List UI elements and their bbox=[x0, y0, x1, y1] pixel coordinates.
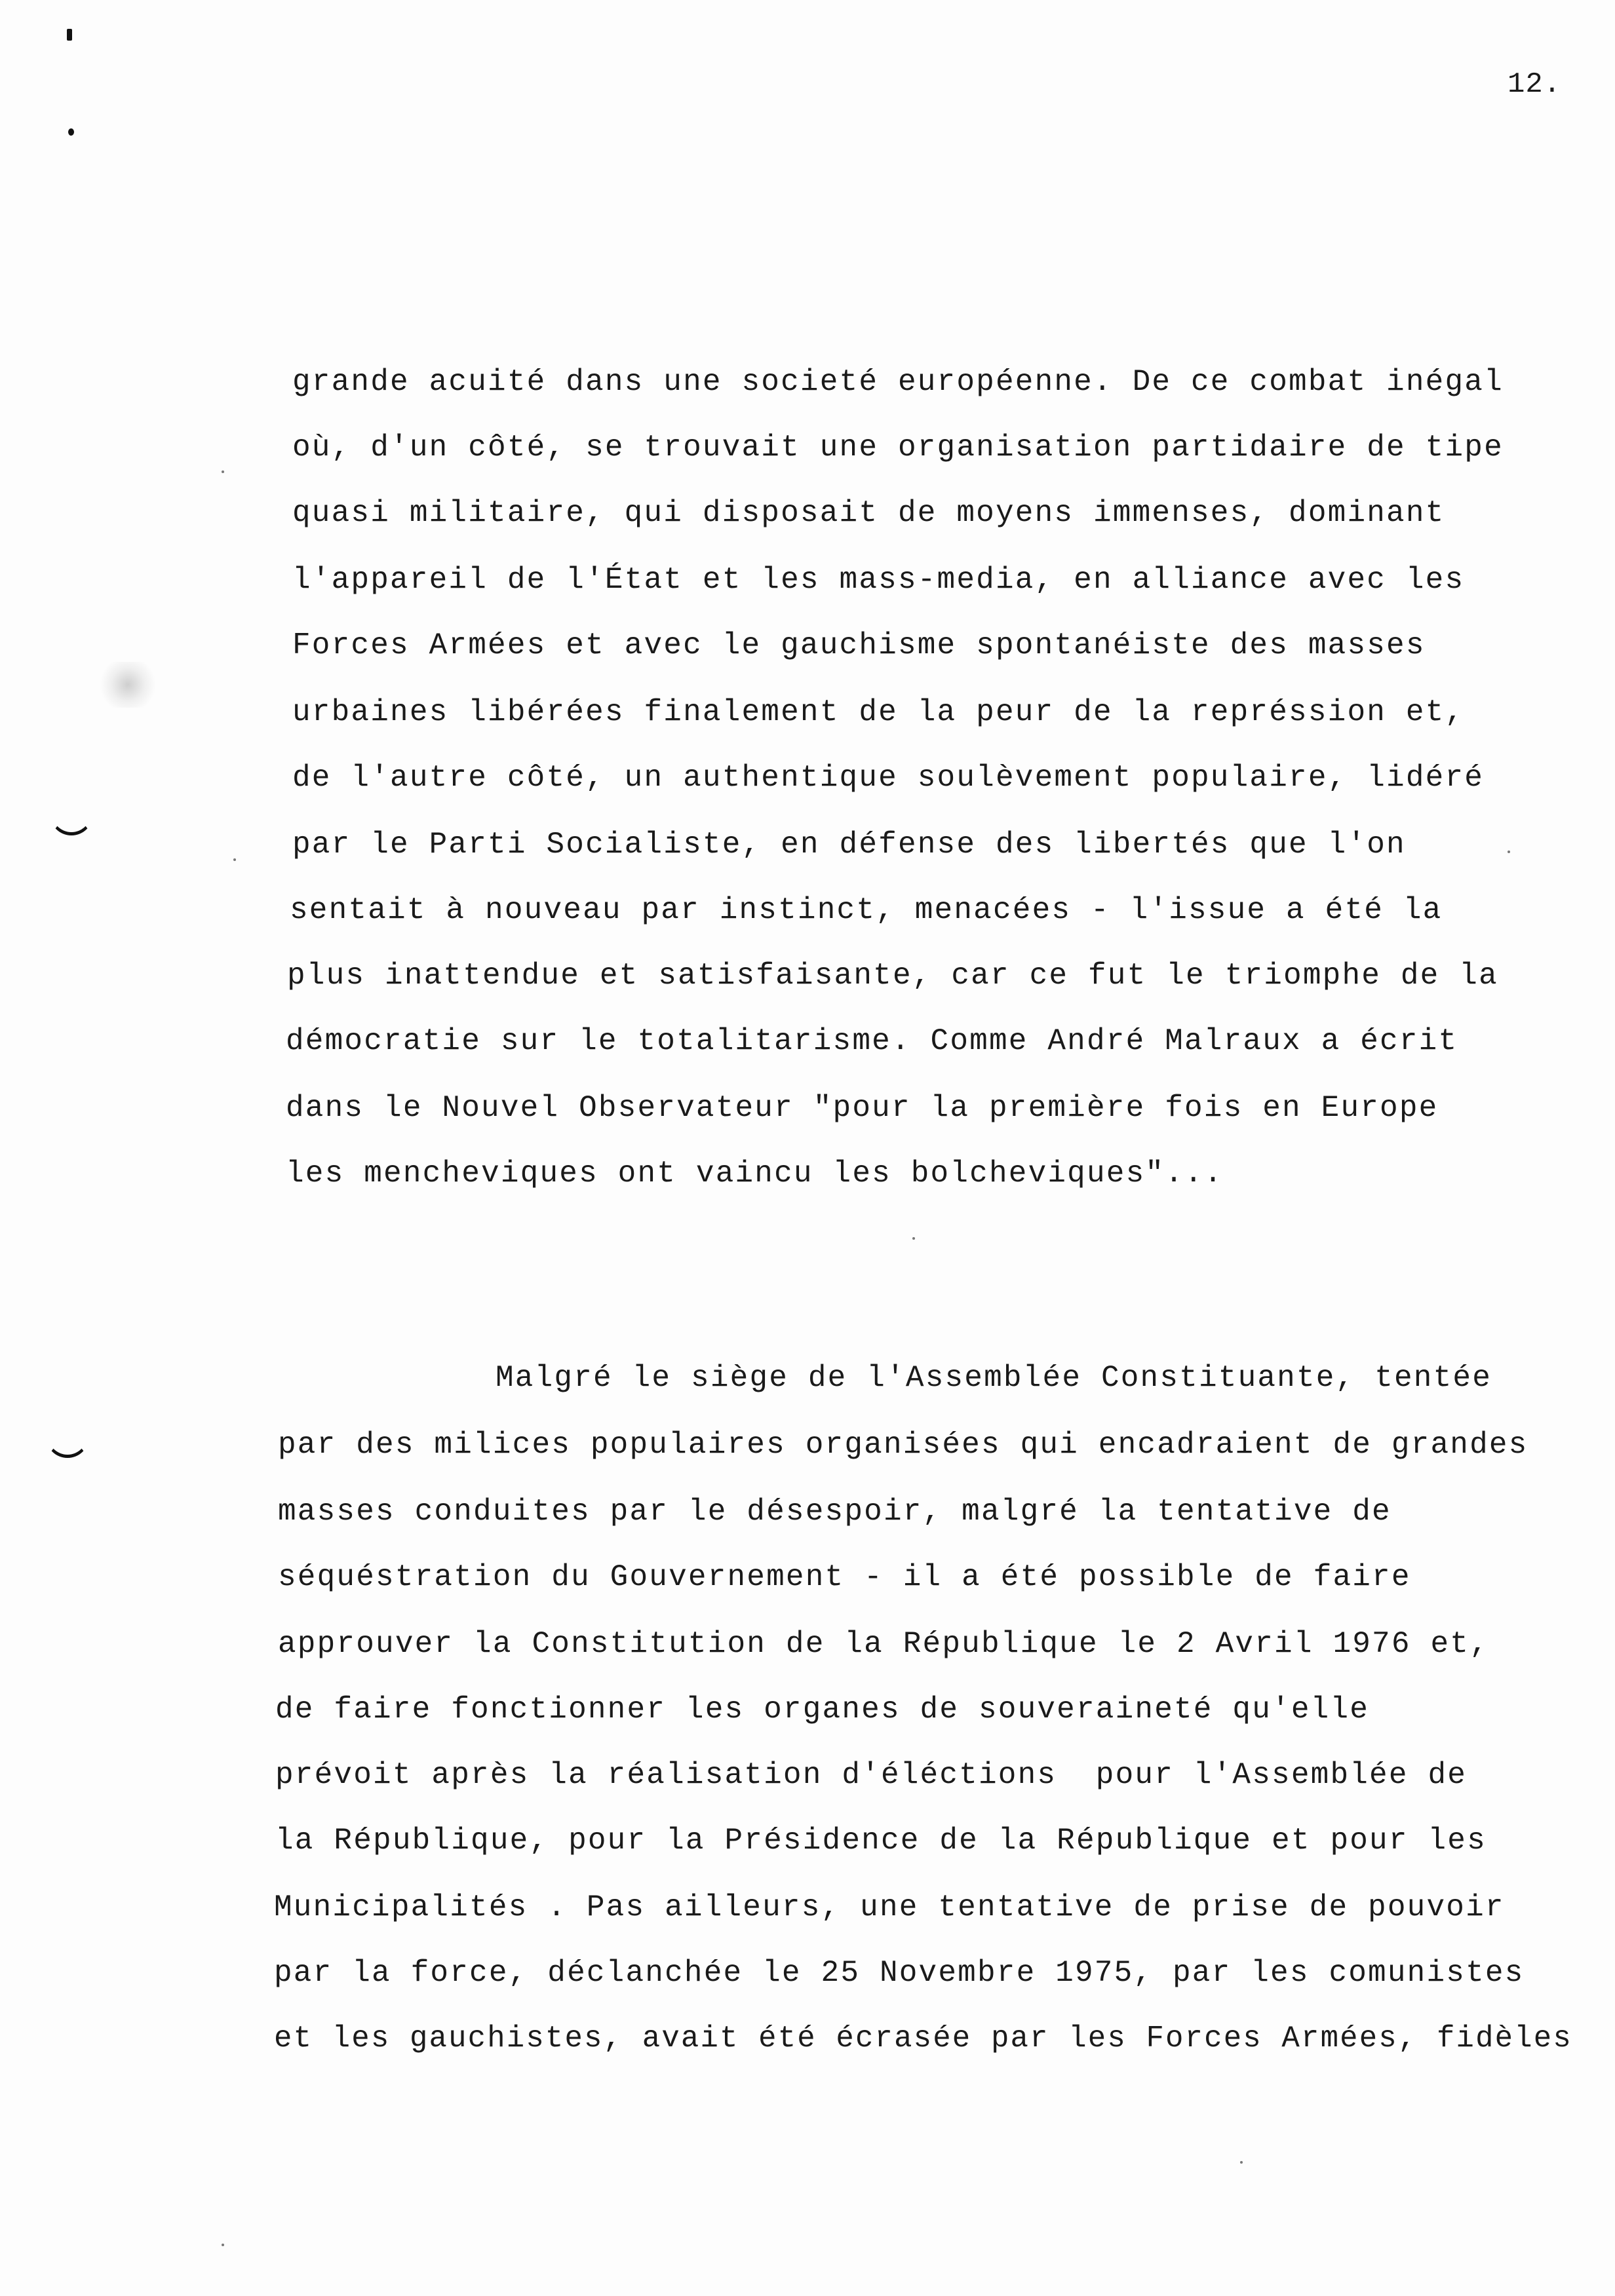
text-line: par le Parti Socialiste, en défense des libertés que l'on bbox=[292, 828, 1406, 862]
text-line: Malgré le siège de l'Assemblée Constituante, tentée bbox=[496, 1361, 1492, 1395]
speck bbox=[233, 858, 236, 861]
text-line: prévoit après la réalisation d'éléctions pour l'Assemblée de bbox=[275, 1758, 1468, 1792]
binder-hole-mark-upper bbox=[50, 810, 93, 835]
speck bbox=[1240, 2161, 1243, 2164]
text-line: et les gauchistes, avait été écrasée par les Forces Armées, fidèles bbox=[274, 2021, 1572, 2056]
scan-smudge bbox=[98, 662, 157, 708]
text-line: quasi militaire, qui disposait de moyens immenses, dominant bbox=[292, 496, 1445, 530]
speck bbox=[222, 2244, 224, 2246]
text-line: de l'autre côté, un authentique soulèvement populaire, lidéré bbox=[292, 761, 1485, 795]
binder-hole-mark-lower bbox=[46, 1432, 89, 1458]
speck bbox=[912, 1237, 915, 1240]
text-line: de faire fonctionner les organes de souveraineté qu'elle bbox=[275, 1693, 1370, 1727]
text-line: masses conduites par le désespoir, malgré la tentative de bbox=[278, 1495, 1391, 1529]
text-line: plus inattendue et satisfaisante, car ce fut le triomphe de la bbox=[287, 959, 1498, 993]
page-number: 12. bbox=[1508, 68, 1562, 101]
text-line: par des milices populaires organisées qui encadraient de grandes bbox=[278, 1428, 1528, 1462]
text-line: l'appareil de l'État et les mass-media, en alliance avec les bbox=[292, 563, 1465, 597]
speck bbox=[1508, 851, 1510, 853]
text-line: où, d'un côté, se trouvait une organisation partidaire de tipe bbox=[292, 430, 1504, 465]
text-line: les mencheviques ont vaincu les bolcheviques"... bbox=[286, 1157, 1224, 1191]
text-line: sentait à nouveau par instinct, menacées - l'issue a été la bbox=[290, 893, 1443, 927]
margin-mark-top bbox=[67, 29, 72, 41]
text-line: séquéstration du Gouvernement - il a été possible de faire bbox=[278, 1560, 1411, 1594]
text-line: démocratie sur le totalitarisme. Comme André Malraux a écrit bbox=[286, 1024, 1458, 1058]
text-line: dans le Nouvel Observateur "pour la première fois en Europe bbox=[286, 1091, 1439, 1125]
text-line: approuver la Constitution de la République le 2 Avril 1976 et, bbox=[278, 1627, 1489, 1661]
text-line: par la force, déclanchée le 25 Novembre 1975, par les comunistes bbox=[274, 1956, 1525, 1990]
text-line: Forces Armées et avec le gauchisme spontanéiste des masses bbox=[292, 628, 1426, 662]
text-line: Municipalités . Pas ailleurs, une tentative de prise de pouvoir bbox=[274, 1890, 1505, 1924]
speck bbox=[222, 470, 224, 473]
margin-mark-dot bbox=[68, 128, 74, 136]
text-line: urbaines libérées finalement de la peur de la représsion et, bbox=[292, 695, 1465, 729]
text-line: grande acuité dans une societé européenne. De ce combat inégal bbox=[292, 365, 1504, 399]
text-line: la République, pour la Présidence de la République et pour les bbox=[275, 1824, 1487, 1858]
